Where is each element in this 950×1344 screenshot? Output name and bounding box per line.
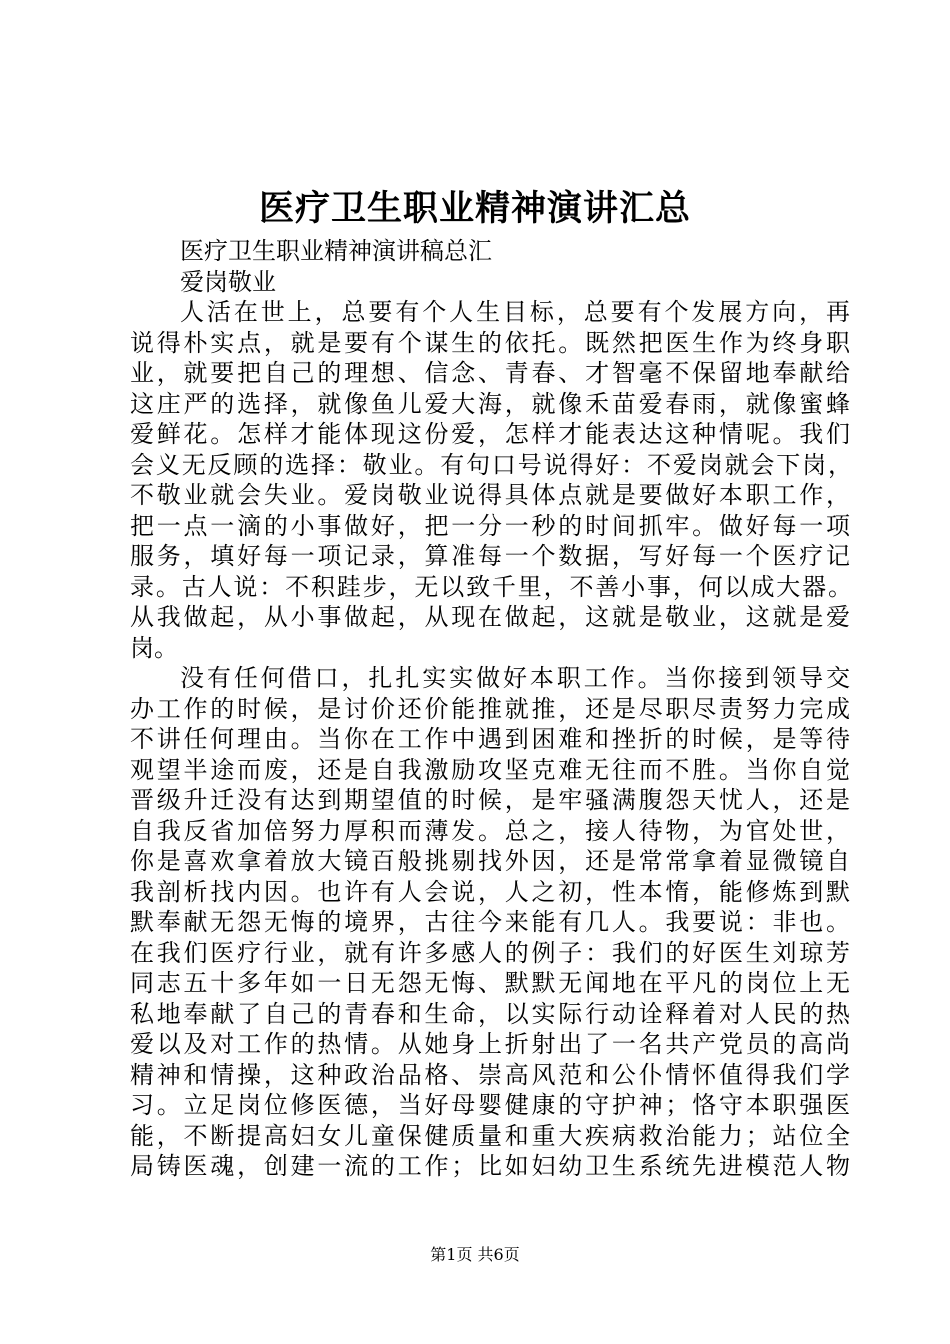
text-line: 爱以及对工作的热情。从她身上折射出了一名共产党员的高尚 [130, 1030, 850, 1058]
text-line: 没有任何借口，扎扎实实做好本职工作。当你接到领导交 [180, 664, 850, 692]
text-line: 观望半途而废，还是自我激励攻坚克难无往而不胜。当你自觉 [130, 755, 850, 784]
text-line: 晋级升迁没有达到期望值的时候，是牢骚满腹怨天忧人，还是 [130, 786, 850, 814]
text-line: 不讲任何理由。当你在工作中遇到困难和挫折的时候，是等待 [130, 725, 850, 753]
text-line: 人活在世上，总要有个人生目标，总要有个发展方向，再 [180, 298, 850, 326]
text-line: 局铸医魂，创建一流的工作；比如妇幼卫生系统先进模范人物 [130, 1152, 850, 1180]
text-line: 说得朴实点，就是要有个谋生的依托。既然把医生作为终身职 [130, 328, 850, 357]
text-line: 这庄严的选择，就像鱼儿爱大海，就像禾苗爱春雨，就像蜜蜂 [130, 389, 850, 418]
text-line: 医疗卫生职业精神演讲稿总汇 [180, 237, 492, 265]
text-line: 把一点一滴的小事做好，把一分一秒的时间抓牢。做好每一项 [130, 511, 850, 540]
text-line: 我剖析找内因。也许有人会说，人之初，性本惰，能修炼到默 [130, 877, 850, 906]
text-line: 爱岗敬业 [180, 267, 276, 296]
text-line: 不敬业就会失业。爱岗敬业说得具体点就是要做好本职工作， [130, 481, 850, 509]
text-line: 在我们医疗行业，就有许多感人的例子：我们的好医生刘琼芳 [130, 938, 850, 967]
text-line: 同志五十多年如一日无怨无悔、默默无闻地在平凡的岗位上无 [130, 969, 850, 997]
text-line: 默奉献无怨无悔的境界，古往今来能有几人。我要说：非也。 [130, 908, 850, 936]
document-body [130, 236, 850, 1182]
text-line: 自我反省加倍努力厚积而薄发。总之，接人待物，为官处世， [130, 816, 850, 845]
text-line: 爱鲜花。怎样才能体现这份爱，怎样才能表达这种情呢。我们 [130, 420, 850, 448]
text-line: 从我做起，从小事做起，从现在做起，这就是敬业，这就是爱 [130, 603, 850, 631]
text-line: 办工作的时候，是讨价还价能推就推，还是尽职尽责努力完成 [130, 694, 850, 723]
page-footer: 第1页 共6页 [430, 1245, 520, 1264]
text-line: 业，就要把自己的理想、信念、青春、才智毫不保留地奉献给 [130, 359, 850, 387]
text-line: 精神和情操，这种政治品格、崇高风范和公仆情怀值得我们学 [130, 1060, 850, 1089]
text-line: 你是喜欢拿着放大镜百般挑剔找外因，还是常常拿着显微镜自 [130, 847, 850, 875]
text-line: 私地奉献了自己的青春和生命，以实际行动诠释着对人民的热 [130, 999, 850, 1028]
text-line: 录。古人说：不积跬步，无以致千里，不善小事，何以成大器。 [130, 572, 852, 601]
document-title: 医疗卫生职业精神演讲汇总 [258, 188, 691, 229]
text-line: 习。立足岗位修医德，当好母婴健康的守护神；恪守本职强医 [130, 1091, 850, 1119]
text-line: 能，不断提高妇女儿童保健质量和重大疾病救治能力；站位全 [130, 1121, 850, 1150]
text-line: 会义无反顾的选择：敬业。有句口号说得好：不爱岗就会下岗， [130, 450, 852, 479]
text-line: 岗。 [130, 633, 178, 662]
text-line: 服务，填好每一项记录，算准每一个数据，写好每一个医疗记 [130, 542, 850, 570]
